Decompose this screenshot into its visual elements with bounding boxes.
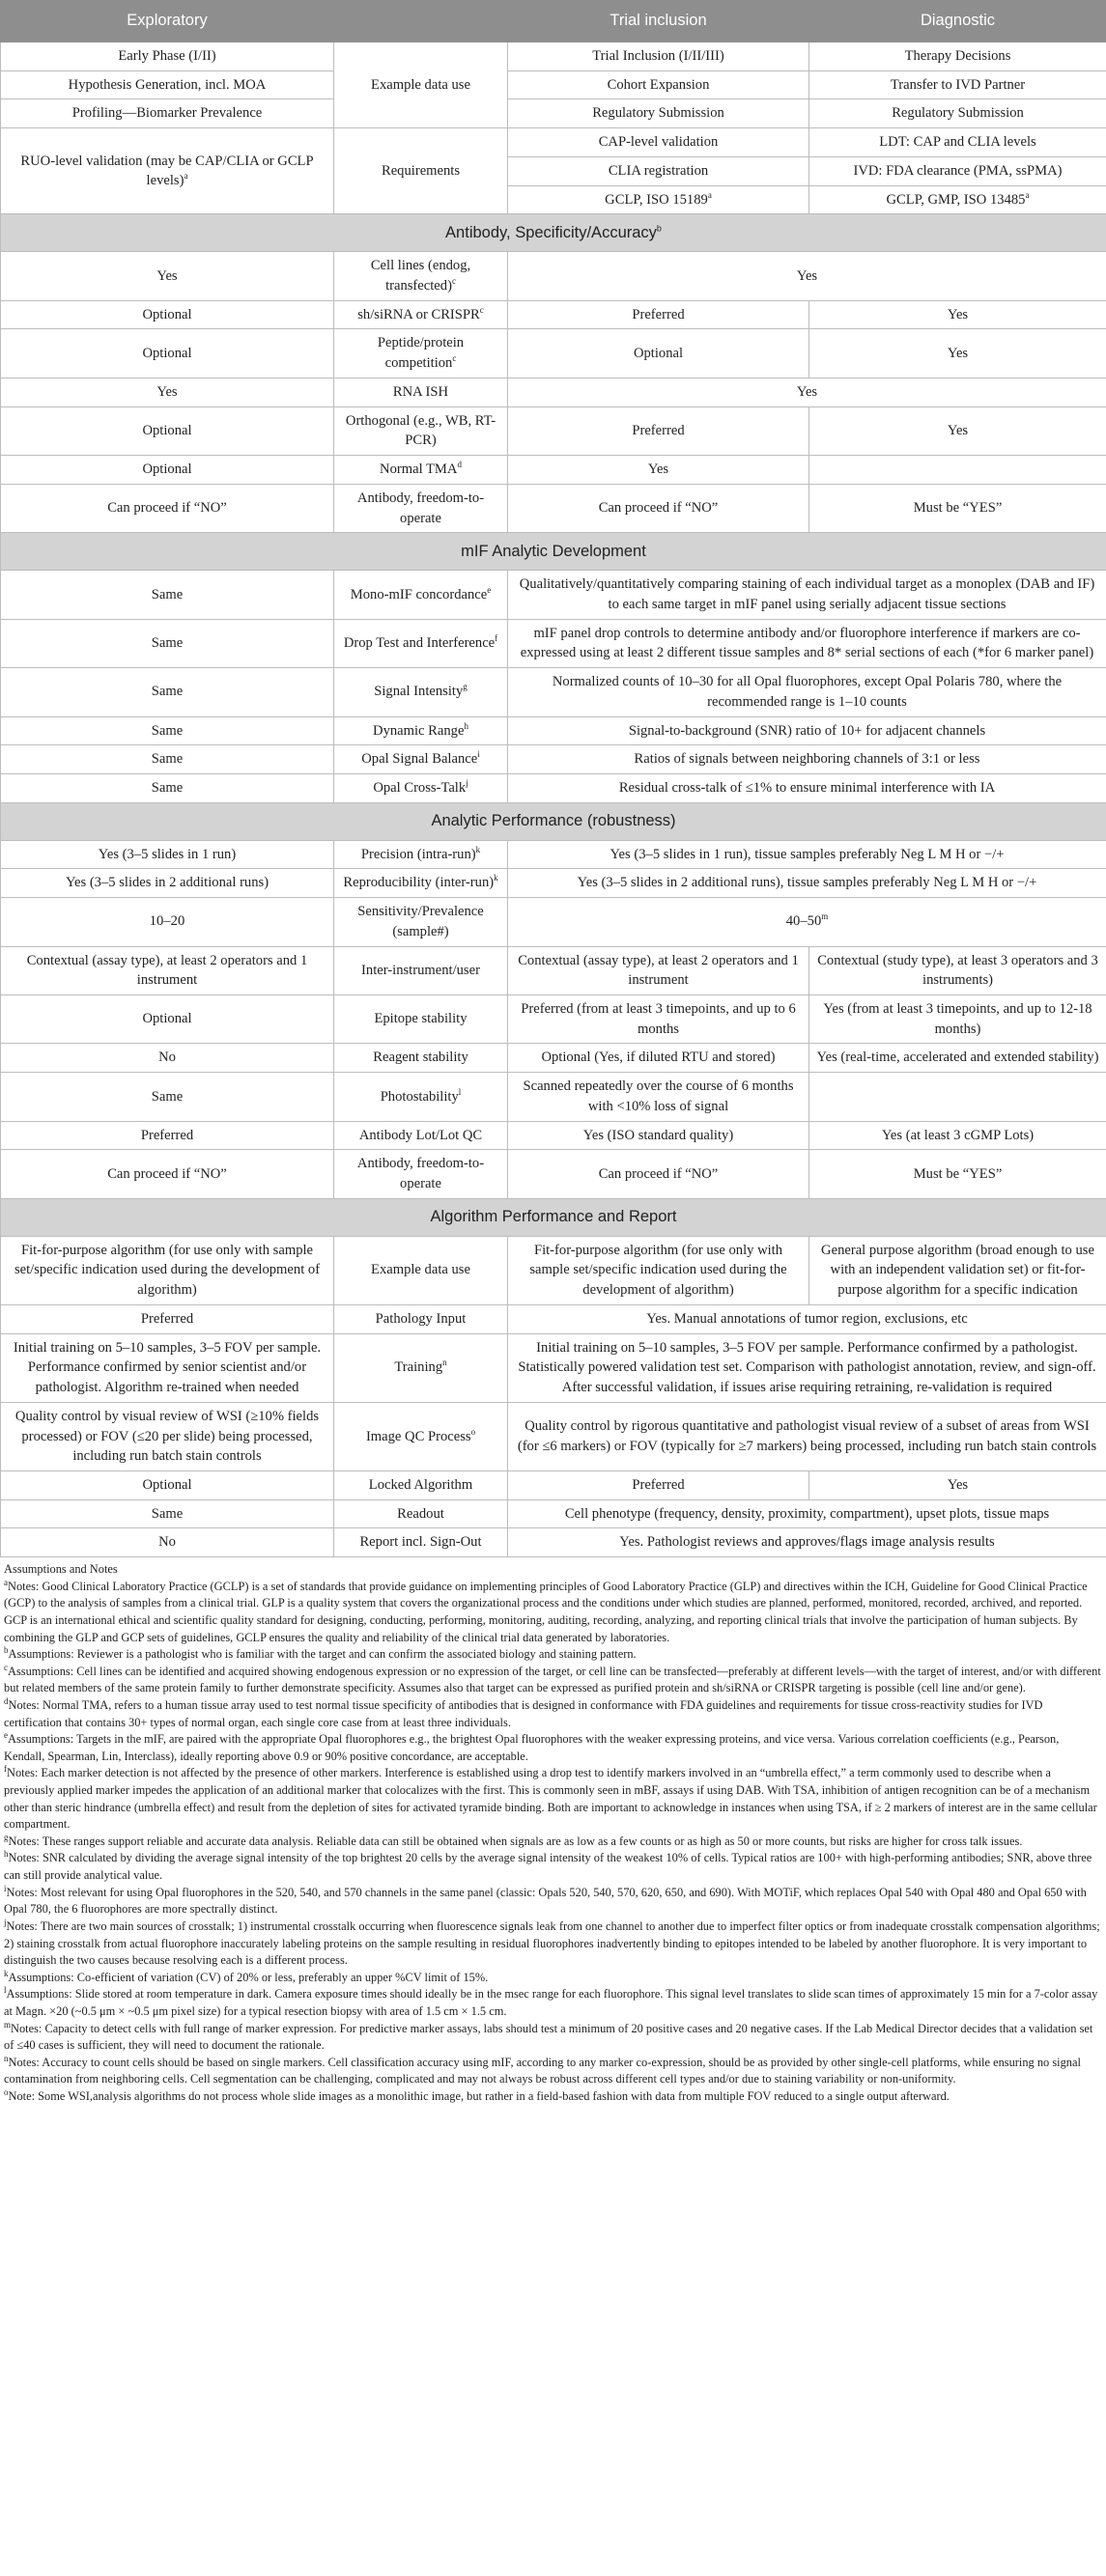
header-diagnostic: Diagnostic <box>809 1 1106 42</box>
exploratory-cell: Preferred <box>1 1121 334 1150</box>
cell-text: sh/siRNA or CRISPR <box>357 306 480 322</box>
merged-cell: Signal-to-background (SNR) ratio of 10+ for adjacent channels <box>508 716 1106 745</box>
table-row <box>1 252 1106 300</box>
cell: LDT: CAP and CLIA levels <box>809 128 1106 157</box>
table-row <box>1 1073 1106 1121</box>
diagnostic-cell: Yes (real-time, accelerated and extended stability) <box>809 1044 1106 1073</box>
diagnostic-cell: Yes (at least 3 cGMP Lots) <box>809 1121 1106 1150</box>
section-header-mif <box>1 533 1106 571</box>
footnote-marker: l <box>458 1086 462 1097</box>
criterion-cell: Locked Algorithm <box>334 1470 508 1499</box>
cell: Hypothesis Generation, incl. MOA <box>1 70 334 99</box>
trial-inclusion-cell: Preferred <box>508 406 809 455</box>
cell: Transfer to IVD Partner <box>809 70 1106 99</box>
exploratory-cell: Initial training on 5–10 samples, 3–5 FOV per sample. Performance confirmed by senior scientist and/or pathologist. Algorithm re-trained when needed <box>1 1333 334 1402</box>
merged-cell: Yes. Pathologist reviews and approves/flags image analysis results <box>508 1528 1106 1557</box>
cell-text: Image QC Process <box>365 1428 471 1444</box>
cell-text: Normal TMA <box>380 462 458 478</box>
trial-inclusion-cell: Optional <box>508 329 809 378</box>
exploratory-cell: Same <box>1 716 334 745</box>
table-row <box>1 1470 1106 1499</box>
footnote-text: Notes: These ranges support reliable and accurate data analysis. Reliable data can still be obtained when signals are as low as a few counts or as high as 50 or more counts, but risks are higher for cross talk issues. <box>8 1834 1023 1848</box>
exploratory-cell: No <box>1 1528 334 1557</box>
table-row <box>1 300 1106 329</box>
trial-inclusion-cell: Yes (ISO standard quality) <box>508 1121 809 1150</box>
cell-text: Drop Test and Interference <box>343 635 496 652</box>
diagnostic-cell <box>809 456 1106 485</box>
exploratory-cell: Optional <box>1 300 334 329</box>
table-row <box>1 869 1106 898</box>
cell-text: 40–50 <box>785 913 822 930</box>
footnote-letter: n <box>4 2053 9 2063</box>
table-row <box>1 773 1106 802</box>
merged-cell: Qualitatively/quantitatively comparing staining of each individual target as a monoplex (DAB and IF) to each same target in mIF panel using serially adjacent tissue sections <box>508 571 1106 619</box>
criterion-cell: Pathology Input <box>334 1304 508 1333</box>
merged-cell: Residual cross-talk of ≤1% to ensure minimal interference with IA <box>508 773 1106 802</box>
trial-inclusion-cell: Preferred (from at least 3 timepoints, and up to 6 months <box>508 995 809 1044</box>
cell: Trial Inclusion (I/II/III) <box>508 42 809 71</box>
table-row <box>1 484 1106 532</box>
merged-cell: Initial training on 5–10 samples, 3–5 FOV per sample. Performance confirmed by a pathologist. Statistically powered validation test set. Comparison with pathologist annotation, review, and sign-off. After successful validation, if issues arise requiring retraining, re-validation is required <box>508 1333 1106 1402</box>
merged-cell <box>508 898 1106 946</box>
section-title: Analytic Performance (robustness) <box>1 802 1106 840</box>
exploratory-cell: Optional <box>1 329 334 378</box>
table-row <box>1 840 1106 869</box>
merged-cell: Quality control by rigorous quantitative and pathologist visual review of a subset of areas from WSI (for ≤6 markers) or FOV (typically for ≥7 markers) being processed, including run batch stain controls <box>508 1402 1106 1470</box>
footnote-marker: m <box>821 911 829 922</box>
exploratory-cell: Optional <box>1 456 334 485</box>
criterion-cell: Antibody, freedom-to-operate <box>334 484 508 532</box>
exploratory-cell: Can proceed if “NO” <box>1 1150 334 1198</box>
diagnostic-cell <box>809 1073 1106 1121</box>
section-header-analytic <box>1 802 1106 840</box>
table-row <box>1 1304 1106 1333</box>
footnote <box>4 1850 1102 1884</box>
footnote <box>4 1664 1102 1697</box>
section-title <box>1 214 1106 252</box>
header-trial-inclusion: Trial inclusion <box>508 1 809 42</box>
trial-inclusion-cell: Fit-for-purpose algorithm (for use only with sample set/specific indication used during the development of algorithm) <box>508 1236 809 1304</box>
footnote <box>4 1918 1102 1970</box>
footnote-text: Notes: Most relevant for using Opal fluorophores in the 520, 540, and 570 channels in the same panel (classic: Opals 520, 540, 570, 620, 650, and 690). With MOTiF, which replaces Opal 540 with Opal 480 and Opal 650 with Opal 780, the 6 fluorophores are more spectrally distinct. <box>4 1885 1087 1917</box>
footnote <box>4 1986 1102 2020</box>
diagnostic-cell: Yes <box>809 1470 1106 1499</box>
footnote-marker: o <box>470 1426 476 1437</box>
footnote-letter: e <box>4 1730 8 1741</box>
footnote-letter: d <box>4 1695 9 1706</box>
exploratory-cell: Yes <box>1 252 334 300</box>
footnote-text: Assumptions: Slide stored at room temperature in dark. Camera exposure times should ideally be in the msec range for each fluorophore. This signal level translates to slide scan times of approximately 15 min for a 7-color assay at Magn. ×20 (~0.5 μm × ~0.5 μm pixel size) for a typical resection biopsy with area of 1.5 cm × 1.5 cm. <box>4 1987 1098 2018</box>
ruo-validation-cell <box>1 128 334 214</box>
footnote-text: Notes: Capacity to detect cells with full range of marker expression. For predictive marker assays, labs should test a minimum of 20 positive cases and 20 negative cases. If the Lab Medical Director decides that a validation set of ≤40 cases is sufficient, they will need to document the rationale. <box>4 2021 1093 2053</box>
notes-heading: Assumptions and Notes <box>4 1562 118 1577</box>
footnote-text: Notes: Accuracy to count cells should be based on single markers. Cell classification accuracy using mIF, according to any marker co-expression, should be as provided by other single-cell platforms, while ensuring no signal contamination from neighboring cells. Cell segmentation can be challenging, complicated and may not always be robust across different cell types and/or due to staining variability or non-uniformity. <box>4 2055 1081 2086</box>
trial-inclusion-cell: Can proceed if “NO” <box>508 484 809 532</box>
exploratory-cell: Same <box>1 571 334 619</box>
top-row <box>1 99 1106 128</box>
merged-cell: Yes <box>508 252 1106 300</box>
top-row <box>1 128 1106 157</box>
table-row <box>1 329 1106 378</box>
footnote-marker: k <box>494 873 498 883</box>
exploratory-cell: Same <box>1 668 334 716</box>
table-row <box>1 1402 1106 1470</box>
ruo-validation-text: RUO-level validation (may be CAP/CLIA or GCLP levels) <box>20 153 314 189</box>
exploratory-cell: Same <box>1 773 334 802</box>
trial-inclusion-cell: Preferred <box>508 1470 809 1499</box>
criterion-cell: Readout <box>334 1499 508 1528</box>
footnote-letter: j <box>4 1917 7 1927</box>
gclp-gmp-cell <box>809 185 1106 214</box>
cell: CLIA registration <box>508 156 809 185</box>
footnote <box>4 1579 1102 1646</box>
footnote <box>4 1731 1102 1765</box>
trial-inclusion-cell: Contextual (assay type), at least 2 operators and 1 instrument <box>508 946 809 994</box>
merged-cell: Cell phenotype (frequency, density, proximity, compartment), upset plots, tissue maps <box>508 1499 1106 1528</box>
top-row <box>1 42 1106 71</box>
trial-inclusion-cell: Yes <box>508 456 809 485</box>
footnote-marker: n <box>442 1358 447 1368</box>
footnote-letter: a <box>4 1577 8 1587</box>
footnote-text: Notes: Each marker detection is not affected by the presence of other markers. Interference is established using a drop test to identify markers involved in an “umbrella effect,” a term commonly used to describe when a previously applied marker impedes the application of an additional marker that colocalizes with the first. This is commonly seen in mBF, assays if using DAB. With TSA, inhibition of antigen recognition can be of a mechanism other than steric hindrance (umbrella effect) and result from the depletion of sites for activated tyramide binding. Both are important to acknowledge in instances when using TSA, if ≥ 2 markers of interest are in the same cellular compartment. <box>4 1766 1097 1832</box>
table-row <box>1 995 1106 1044</box>
diagnostic-cell: Yes <box>809 329 1106 378</box>
criterion-cell <box>334 1333 508 1402</box>
header-spacer <box>334 1 508 42</box>
footnote-marker: e <box>487 584 492 595</box>
footnote-text: Assumptions: Co-efficient of variation (CV) of 20% or less, preferably an upper %CV limit of 15%. <box>8 1970 489 1984</box>
footnote-marker: k <box>475 844 481 854</box>
gclp-iso-15189-cell <box>508 185 809 214</box>
footnote <box>4 2021 1102 2055</box>
example-data-use-label: Example data use <box>334 42 508 128</box>
criterion-cell: Epitope stability <box>334 995 508 1044</box>
criterion-cell: Report incl. Sign-Out <box>334 1528 508 1557</box>
cell-text: Training <box>394 1359 443 1376</box>
header-exploratory: Exploratory <box>1 1 334 42</box>
assumptions-and-notes <box>0 1557 1106 2114</box>
exploratory-cell: Same <box>1 1073 334 1121</box>
footnote-marker: b <box>656 223 662 234</box>
table-row <box>1 716 1106 745</box>
footnote <box>4 1646 1102 1664</box>
diagnostic-cell: Must be “YES” <box>809 484 1106 532</box>
footnote-letter: l <box>4 1985 7 1996</box>
section-header-antibody <box>1 214 1106 252</box>
footnote-letter: c <box>4 1662 8 1672</box>
footnote-marker: d <box>457 460 462 470</box>
cell: Therapy Decisions <box>809 42 1106 71</box>
cell-text: Signal Intensity <box>374 684 464 700</box>
table-row <box>1 668 1106 716</box>
merged-cell: Ratios of signals between neighboring channels of 3:1 or less <box>508 745 1106 774</box>
criterion-cell <box>334 745 508 774</box>
footnote <box>4 2088 1102 2106</box>
cell: Early Phase (I/II) <box>1 42 334 71</box>
criterion-cell <box>334 619 508 667</box>
exploratory-cell: Contextual (assay type), at least 2 operators and 1 instrument <box>1 946 334 994</box>
exploratory-cell: Yes (3–5 slides in 1 run) <box>1 840 334 869</box>
criterion-cell: Example data use <box>334 1236 508 1304</box>
criterion-cell <box>334 869 508 898</box>
footnote-marker: a <box>1025 189 1030 200</box>
table-row <box>1 1236 1106 1304</box>
criterion-cell: Sensitivity/Prevalence (sample#) <box>334 898 508 946</box>
table-row <box>1 946 1106 994</box>
cell-text: Mono-mIF concordance <box>350 586 488 602</box>
table-row <box>1 456 1106 485</box>
table-row <box>1 1333 1106 1402</box>
notes-list <box>4 1579 1102 2106</box>
cell-text: Photostability <box>380 1088 459 1105</box>
criterion-cell <box>334 1402 508 1470</box>
exploratory-cell: 10–20 <box>1 898 334 946</box>
footnote <box>4 1885 1102 1918</box>
footnote-text: Assumptions: Targets in the mIF, are paired with the appropriate Opal fluorophores e.g., the brightest Opal fluorophores with the weaker expressing proteins, and vice versa. Various correlation coefficients (e.g., Pearson, Kendall, Spearman, Lin, Interclass), ideally reporting above 0.9 or 90% positive concordance, are acceptable. <box>4 1732 1060 1763</box>
exploratory-cell: Quality control by visual review of WSI (≥10% fields processed) or FOV (≤20 per slide) being processed, including run batch stain controls <box>1 1402 334 1470</box>
footnote <box>4 1970 1102 1987</box>
criterion-cell: Reagent stability <box>334 1044 508 1073</box>
footnote-text: Notes: Normal TMA, refers to a human tissue array used to test normal tissue specificity of antibodies that is designed in conformance with FDA guidelines and requirements for tissue cross-reactivity studies for IVD certification that contains 30+ types of normal organ, each single core case from at least three individuals. <box>4 1697 1043 1729</box>
table-row <box>1 378 1106 406</box>
exploratory-cell: Same <box>1 745 334 774</box>
table-row <box>1 1528 1106 1557</box>
table-row <box>1 1044 1106 1073</box>
merged-cell: Yes (3–5 slides in 2 additional runs), tissue samples preferably Neg L M H or −/+ <box>508 869 1106 898</box>
footnote-marker: f <box>495 633 498 644</box>
footnote-marker: h <box>464 720 468 731</box>
table-row <box>1 1121 1106 1150</box>
table-row <box>1 571 1106 619</box>
footnote-marker: i <box>477 749 480 760</box>
criterion-cell <box>334 329 508 378</box>
cell-text: Dynamic Range <box>373 722 465 739</box>
diagnostic-cell: Must be “YES” <box>809 1150 1106 1198</box>
footnote-marker: c <box>452 353 457 364</box>
footnote <box>4 1765 1102 1833</box>
criterion-cell <box>334 716 508 745</box>
footnote-marker: c <box>479 304 484 315</box>
criterion-cell: Antibody Lot/Lot QC <box>334 1121 508 1150</box>
footnote-marker: g <box>463 682 468 692</box>
merged-cell: mIF panel drop controls to determine antibody and/or fluorophore interference if markers are co-expressed using at least 2 different tissue samples and 8* serial sections of each (*for 6 marker panel) <box>508 619 1106 667</box>
top-row <box>1 70 1106 99</box>
footnote-letter: o <box>4 2086 9 2097</box>
requirements-label: Requirements <box>334 128 508 214</box>
merged-cell: Yes. Manual annotations of tumor region, exclusions, etc <box>508 1304 1106 1333</box>
table-row <box>1 619 1106 667</box>
cell-text: Opal Signal Balance <box>361 751 478 768</box>
trial-inclusion-cell: Scanned repeatedly over the course of 6 months with <10% loss of signal <box>508 1073 809 1121</box>
footnote-text: Notes: SNR calculated by dividing the average signal intensity of the top brightest 20 cells by the average signal intensity of the weakest 10% of cells. Typical ratios are 100+ with high-performing antibodies; SNR, above three can still provide analytical value. <box>4 1851 1092 1883</box>
exploratory-cell: Yes (3–5 slides in 2 additional runs) <box>1 869 334 898</box>
criterion-cell <box>334 1073 508 1121</box>
criterion-cell <box>334 668 508 716</box>
footnote <box>4 1697 1102 1731</box>
diagnostic-cell: Yes <box>809 406 1106 455</box>
criterion-cell: Inter-instrument/user <box>334 946 508 994</box>
criterion-cell <box>334 456 508 485</box>
cell: IVD: FDA clearance (PMA, ssPMA) <box>809 156 1106 185</box>
exploratory-cell: Yes <box>1 378 334 406</box>
exploratory-cell: Optional <box>1 1470 334 1499</box>
criterion-cell <box>334 773 508 802</box>
exploratory-cell: Preferred <box>1 1304 334 1333</box>
criterion-cell: Orthogonal (e.g., WB, RT-PCR) <box>334 406 508 455</box>
diagnostic-cell: General purpose algorithm (broad enough to use with an independent validation set) or fit-for-purpose algorithm for a specific indication <box>809 1236 1106 1304</box>
section-title: Algorithm Performance and Report <box>1 1198 1106 1236</box>
criterion-cell <box>334 840 508 869</box>
exploratory-cell: No <box>1 1044 334 1073</box>
section-title: mIF Analytic Development <box>1 533 1106 571</box>
section-header-algorithm <box>1 1198 1106 1236</box>
footnote-letter: h <box>4 1849 9 1860</box>
exploratory-cell: Fit-for-purpose algorithm (for use only with sample set/specific indication used during the development of algorithm) <box>1 1236 334 1304</box>
criterion-cell <box>334 300 508 329</box>
merged-cell: Yes <box>508 378 1106 406</box>
criterion-cell <box>334 571 508 619</box>
cell-text: Peptide/protein competition <box>377 335 465 372</box>
footnote-letter: b <box>4 1645 9 1656</box>
footnote <box>4 1834 1102 1851</box>
footnote-letter: g <box>4 1832 9 1842</box>
footnote-text: Note: Some WSI,analysis algorithms do not process whole slide images as a monolithic image, but rather in a field-based fashion with data from multiple FOV reduced to a single output afterward. <box>8 2088 950 2103</box>
diagnostic-cell: Yes (from at least 3 timepoints, and up to 12-18 months) <box>809 995 1106 1044</box>
footnote-text: Assumptions: Reviewer is a pathologist who is familiar with the target and can confirm the associated biology and staining pattern. <box>8 1647 637 1662</box>
footnote-marker: j <box>466 778 468 789</box>
footnote-marker: c <box>451 276 456 287</box>
trial-inclusion-cell: Can proceed if “NO” <box>508 1150 809 1198</box>
exploratory-cell: Optional <box>1 995 334 1044</box>
header-row <box>1 1 1106 42</box>
cell: CAP-level validation <box>508 128 809 157</box>
cell-text: Antibody, Specificity/Accuracy <box>445 223 657 241</box>
cell: Regulatory Submission <box>809 99 1106 128</box>
merged-cell: Yes (3–5 slides in 1 run), tissue samples preferably Neg L M H or −/+ <box>508 840 1106 869</box>
merged-cell: Normalized counts of 10–30 for all Opal fluorophores, except Opal Polaris 780, where the recommended range is 1–10 counts <box>508 668 1106 716</box>
exploratory-cell: Same <box>1 1499 334 1528</box>
exploratory-cell: Optional <box>1 406 334 455</box>
diagnostic-cell: Contextual (study type), at least 3 operators and 3 instruments) <box>809 946 1106 994</box>
exploratory-cell: Can proceed if “NO” <box>1 484 334 532</box>
footnote-letter: i <box>4 1883 7 1893</box>
footnote-text: Notes: Good Clinical Laboratory Practice (GCLP) is a set of standards that provide guidance on implementing principles of Good Laboratory Practice (GLP) and directives within the ICH, Guideline for Good Clinical Practice (GCP) to the analysis of samples from a clinical trial. GLP is a quality system that covers the organizational process and the conditions under which studies are planned, performed, monitored, recorded, archived, and reported. GCP is an international ethical and scientific quality standard for designing, conducting, performing, monitoring, auditing, recording, analyzing, and reporting clinical trials that involve the participation of human subjects. By combining the GLP and GCP sets of guidelines, GCLP ensures the quality and reliability of the clinical trial data generated by laboratories. <box>4 1579 1088 1644</box>
gclp-text: GCLP, ISO 15189 <box>605 191 708 208</box>
gclp-text: GCLP, GMP, ISO 13485 <box>886 191 1026 208</box>
table-row <box>1 745 1106 774</box>
cell-text: Precision (intra-run) <box>360 846 476 862</box>
footnote-letter: k <box>4 1968 9 1978</box>
footnote-marker: a <box>707 189 712 200</box>
table-row <box>1 898 1106 946</box>
footnote-marker: a <box>184 171 188 182</box>
table-row <box>1 406 1106 455</box>
cell-text: Cell lines (endog, transfected) <box>370 258 471 294</box>
cell: Profiling—Biomarker Prevalence <box>1 99 334 128</box>
criterion-cell: RNA ISH <box>334 378 508 406</box>
exploratory-cell: Same <box>1 619 334 667</box>
footnote-letter: m <box>4 2019 12 2030</box>
footnote-text: Assumptions: Cell lines can be identified and acquired showing endogenous expression or no expression of the target, or cell line can be transfected—preferably at different levels—with the target of interest, and/or with different but related members of the same protein family to further demonstrate specificity. Assumes also that target can be expressed as purified protein and sh/siRNA or CRISPR targeting is possible (cell line and/or gene). <box>4 1664 1101 1695</box>
trial-inclusion-cell: Preferred <box>508 300 809 329</box>
trial-inclusion-cell: Optional (Yes, if diluted RTU and stored) <box>508 1044 809 1073</box>
table-row <box>1 1150 1106 1198</box>
footnote-text: Notes: There are two main sources of crosstalk; 1) instrumental crosstalk occurring when fluorescence signals leak from one channel to another due to imperfect filter optics or from inadequate crosstalk compensation algorithms; 2) staining crosstalk from actual fluorophore inaccurately labeling proteins on the sample resulting in residual fluorophores inadvertently binding to epitopes intended to be labeled by another fluorophore. It is very important to distinguish the two causes because resolving each is a different process. <box>4 1918 1100 1968</box>
table-row <box>1 1499 1106 1528</box>
footnote <box>4 2055 1102 2088</box>
cell: Regulatory Submission <box>508 99 809 128</box>
cell: Cohort Expansion <box>508 70 809 99</box>
criterion-cell: Antibody, freedom-to-operate <box>334 1150 508 1198</box>
footnote-letter: f <box>4 1764 7 1775</box>
diagnostic-cell: Yes <box>809 300 1106 329</box>
cell-text: Reproducibility (inter-run) <box>343 875 495 891</box>
criterion-cell <box>334 252 508 300</box>
cell-text: Opal Cross-Talk <box>373 779 467 796</box>
